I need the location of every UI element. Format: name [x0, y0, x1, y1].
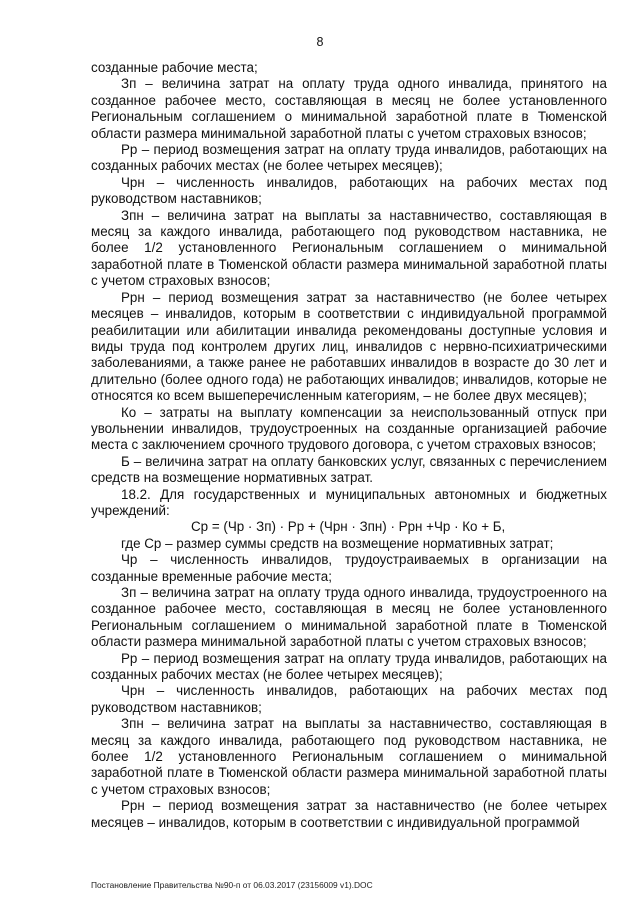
paragraph: Зп – величина затрат на оплату труда одного инвалида, трудоустроенного на созданное рабочее место, составляющая в месяц не более установленного Региональным соглашением о минимальной заработной плате в Тюменской области размера минимальной заработной платы с учетом страховых взносов;	[91, 585, 607, 650]
paragraph: Чрн – численность инвалидов, работающих на рабочих местах под руководством наставников;	[91, 174, 607, 207]
document-footer: Постановление Правительства №90-п от 06.03.2017 (23156009 v1).DOC	[91, 880, 373, 890]
paragraph: где Ср – размер суммы средств на возмещение нормативных затрат;	[121, 535, 554, 551]
paragraph: 18.2. Для государственных и муниципальных автономных и бюджетных учреждений:	[91, 486, 607, 518]
page-number: 8	[316, 35, 324, 49]
paragraph: Чрн – численность инвалидов, работающих на рабочих местах под руководством наставников;	[91, 683, 607, 715]
paragraph: созданные рабочие места;	[91, 60, 258, 75]
document-body	[91, 60, 607, 831]
formula: Ср = (Чр · Зп) · Рр + (Чрн · Зпн) · Ррн +Чр · Ко + Б,	[191, 519, 506, 535]
paragraph: Ррн – период возмещения затрат за наставничество (не более четырех месяцев – инвалидов, которым в соответствии с индивидуальной программой	[91, 798, 607, 830]
paragraph: Ко – затраты на выплату компенсации за неиспользованный отпуск при увольнении инвалидов, трудоустроенных на созданные организацией рабочие места с заключением срочного трудового договора, с учетом страховых взносов;	[91, 404, 607, 453]
paragraph: Зпн – величина затрат на выплаты за наставничество, составляющая в месяц за каждого инвалида, работающего под руководством наставника, не более 1/2 установленного Региональным соглашением о минимальной заработной плате в Тюменской области размера минимальной заработной платы с учетом страховых взносов;	[91, 207, 607, 289]
paragraph: Ррн – период возмещения затрат за наставничество (не более четырех месяцев – инвалидов, которым в соответствии с индивидуальной программой реабилитации или абилитации инвалида рекомендованы доступные условия и виды труда под контролем других лиц, инвалидов с нервно-психиатрическими заболеваниями, а также ранее не работавших инвалидов в возрасте до 30 лет и длительно (более одного года) не работающих инвалидов; инвалидов, которые не относятся ко всем вышеперечисленным категориям, – не более двух месяцев);	[91, 289, 607, 404]
paragraph: Рр – период возмещения затрат на оплату труда инвалидов, работающих на созданных рабочих местах (не более четырех месяцев);	[91, 650, 607, 683]
paragraph: Зп – величина затрат на оплату труда одного инвалида, принятого на созданное рабочее место, составляющая в месяц не более установленного Региональным соглашением о минимальной заработной плате в Тюменской области размера минимальной заработной платы с учетом страховых взносов;	[91, 76, 607, 141]
paragraph: Чр – численность инвалидов, трудоустраиваемых в организации на созданные временные рабочие места;	[91, 552, 607, 584]
paragraph: Рр – период возмещения затрат на оплату труда инвалидов, работающих на созданных рабочих местах (не более четырех месяцев);	[91, 142, 607, 174]
paragraph: Б – величина затрат на оплату банковских услуг, связанных с перечислением средств на возмещение нормативных затрат.	[91, 453, 607, 486]
paragraph: Зпн – величина затрат на выплаты за наставничество, составляющая в месяц за каждого инвалида, работающего под руководством наставника, не более 1/2 установленного Региональным соглашением о минимальной заработной плате в Тюменской области размера минимальной заработной платы с учетом страховых взносов;	[91, 716, 607, 797]
